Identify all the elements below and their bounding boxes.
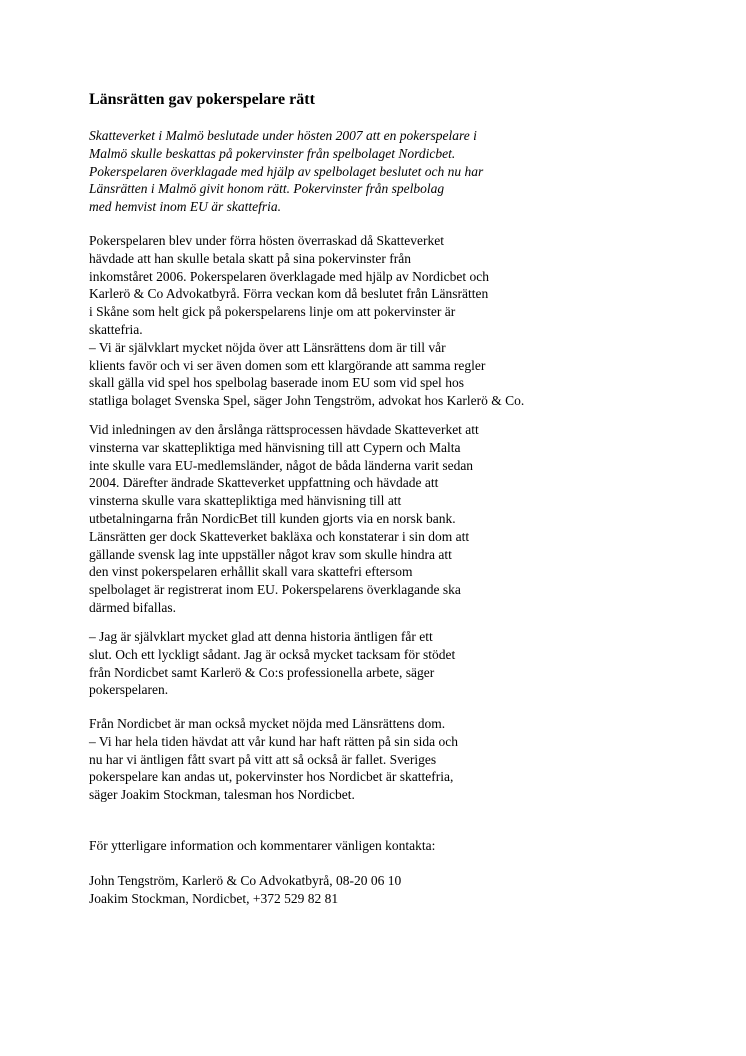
document-title: Länsrätten gav pokerspelare rätt (89, 91, 315, 108)
lead-line: Malmö skulle beskattas på pokervinster från spelbolaget Nordicbet. (89, 145, 456, 161)
text-line: Från Nordicbet är man också mycket nöjda med Länsrättens dom. (89, 716, 446, 731)
quote-line: pokerspelare kan andas ut, pokervinster hos Nordicbet är skattefria, (89, 769, 454, 785)
lead-line: Skatteverket i Malmö beslutade under hösten 2007 att en pokerspelare i (89, 128, 477, 143)
text-line: 2004. Därefter ändrade Skatteverket uppfattning och hävdade att (89, 475, 439, 491)
quote-line: statliga bolaget Svenska Spel, säger John Tengström, advokat hos Karlerö & Co. (89, 393, 525, 409)
text-line: spelbolaget är registrerat inom EU. Pokerspelarens överklagande ska (89, 582, 461, 598)
text-line: Pokerspelaren blev under förra hösten överraskad då Skatteverket (89, 233, 444, 248)
contact-intro-text: För ytterligare information och kommentarer vänligen kontakta: (89, 838, 436, 853)
lead-line: Pokerspelaren överklagade med hjälp av spelbolaget beslutet och nu har (89, 163, 484, 179)
contact-entry: John Tengström, Karlerö & Co Advokatbyrå, 08-20 06 10 (89, 873, 402, 888)
text-line: därmed bifallas. (89, 599, 176, 615)
text-line: inkomståret 2006. Pokerspelaren överklagade med hjälp av Nordicbet och (89, 268, 489, 284)
text-line: vinsterna skulle vara skattepliktiga med hänvisning till att (89, 493, 402, 509)
text-line: gällande svensk lag inte uppställer något krav som skulle hindra att (89, 546, 452, 562)
quote-line: skall gälla vid spel hos spelbolag baserade inom EU som vid spel hos (89, 375, 464, 391)
text-line: Karlerö & Co Advokatbyrå. Förra veckan kom då beslutet från Länsrätten (89, 286, 489, 302)
body-paragraph-4 (89, 715, 458, 804)
quote-line: – Vi har hela tiden hävdat att vår kund har haft rätten på sin sida och (89, 733, 458, 749)
quote-line: – Jag är självklart mycket glad att denna historia äntligen får ett (89, 629, 433, 644)
text-line: den vinst pokerspelaren erhållit skall vara skattefri eftersom (89, 564, 413, 580)
lead-line: med hemvist inom EU är skattefria. (89, 199, 281, 215)
text-line: vinsterna var skattepliktiga med hänvisning till att Cypern och Malta (89, 439, 461, 455)
lead-line: Länsrätten i Malmö givit honom rätt. Pokervinster från spelbolag (89, 181, 445, 197)
contact-list (89, 872, 401, 908)
contact-intro (89, 837, 435, 855)
quote-line: – Vi är självklart mycket nöjda över att Länsrättens dom är till vår (89, 339, 446, 355)
quote-line: säger Joakim Stockman, talesman hos Nordicbet. (89, 787, 355, 803)
lead-paragraph (89, 127, 483, 216)
text-line: Länsrätten ger dock Skatteverket bakläxa och konstaterar i sin dom att (89, 528, 470, 544)
body-paragraph-3 (89, 628, 455, 699)
text-line: i Skåne som helt gick på pokerspelarens linje om att pokervinster är (89, 304, 456, 320)
quote-line: pokerspelaren. (89, 682, 169, 698)
text-line: skattefria. (89, 321, 143, 337)
text-line: Vid inledningen av den årslånga rättsprocessen hävdade Skatteverket att (89, 422, 479, 437)
body-paragraph-2 (89, 421, 479, 617)
quote-line: nu har vi äntligen fått svart på vitt att så också är fallet. Sveriges (89, 751, 437, 767)
quote-line: klients favör och vi ser även domen som ett klargörande att samma regler (89, 357, 486, 373)
text-line: inte skulle vara EU-medlemsländer, något de båda länderna varit sedan (89, 457, 474, 473)
quote-line: från Nordicbet samt Karlerö & Co:s professionella arbete, säger (89, 664, 435, 680)
contact-entry: Joakim Stockman, Nordicbet, +372 529 82 81 (89, 890, 339, 906)
body-paragraph-1 (89, 232, 524, 410)
text-line: hävdade att han skulle betala skatt på sina pokervinster från (89, 250, 412, 266)
text-line: utbetalningarna från NordicBet till kunden gjorts via en norsk bank. (89, 510, 456, 526)
quote-line: slut. Och ett lyckligt sådant. Jag är också mycket tacksam för stödet (89, 646, 456, 662)
